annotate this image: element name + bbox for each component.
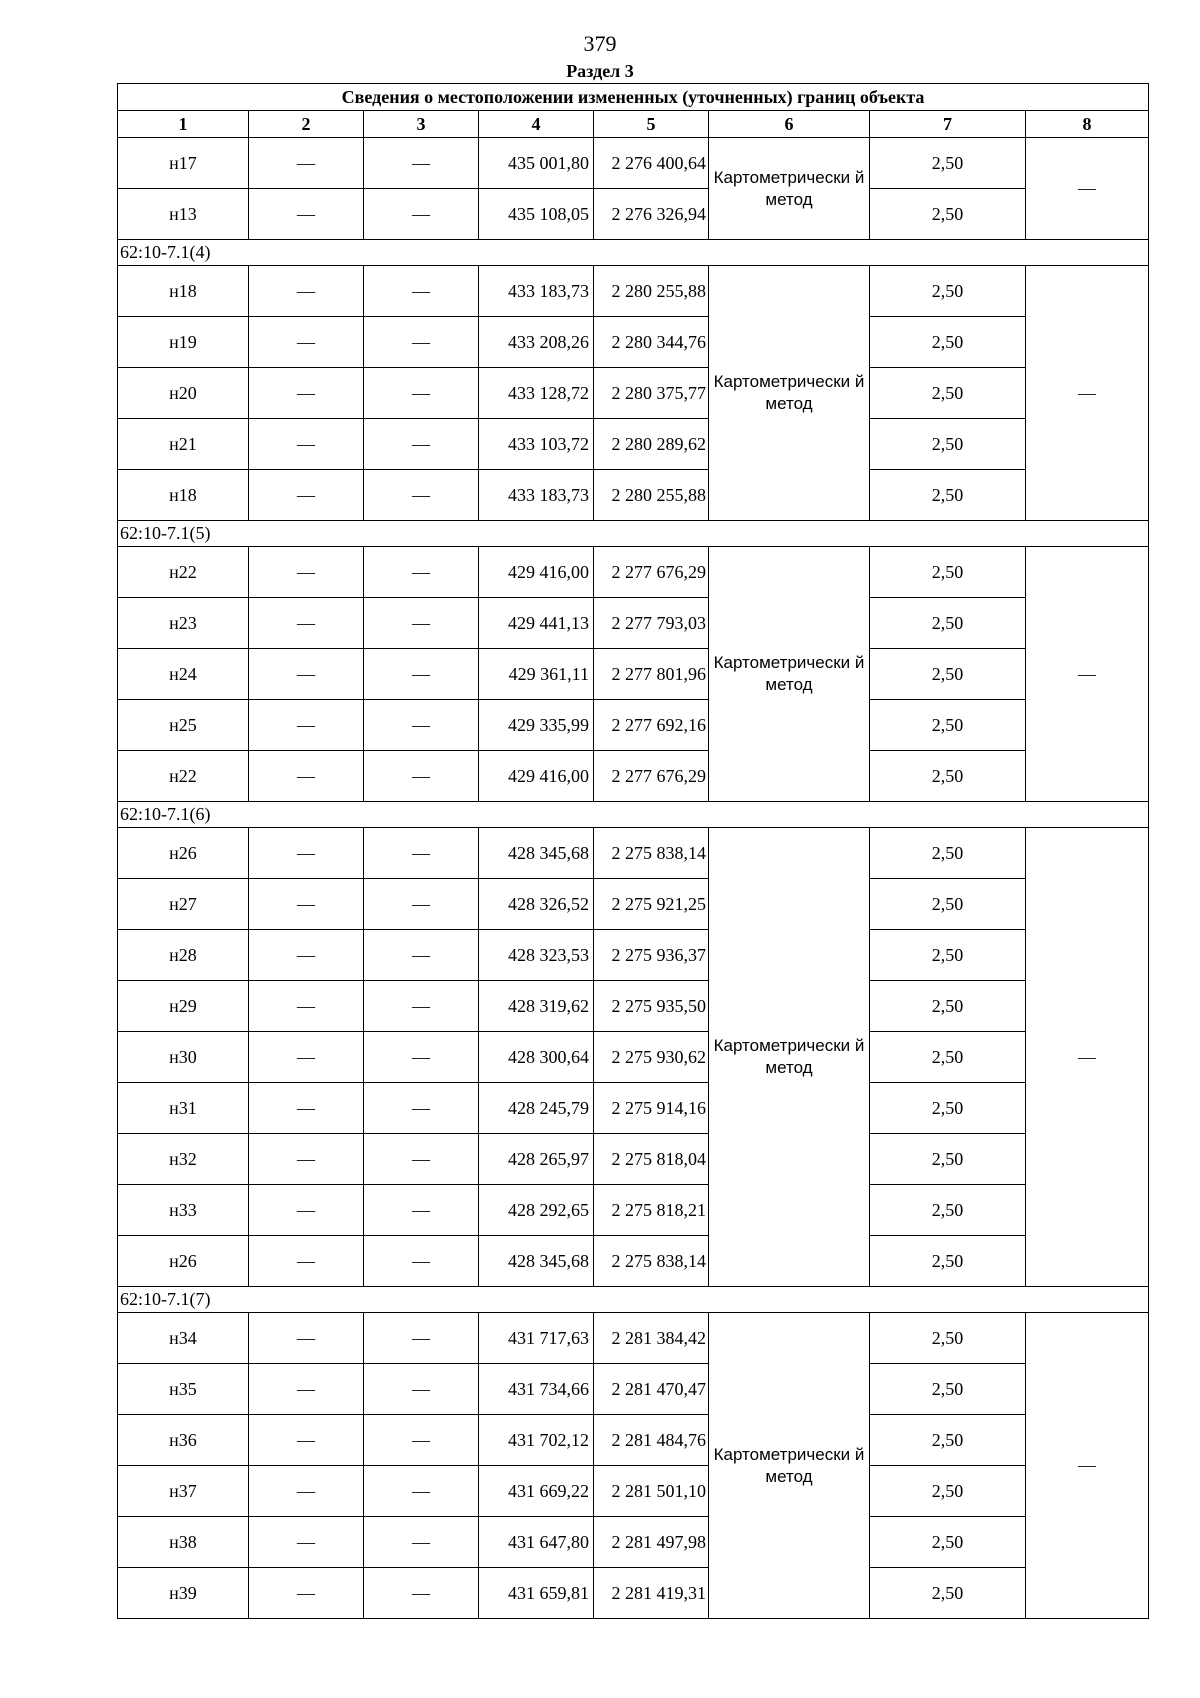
y-coordinate-cell: 2 277 793,03 [594,598,709,649]
table-row [118,828,1149,879]
x-coordinate-cell: 428 326,52 [479,879,594,930]
table-row [118,1364,1149,1415]
y-coordinate-cell: 2 280 255,88 [594,266,709,317]
accuracy-cell: 2,50 [870,1415,1026,1466]
x-coordinate-cell: 433 103,72 [479,419,594,470]
accuracy-cell: 2,50 [870,1083,1026,1134]
column-2-cell: — [249,419,364,470]
point-name-cell: н22 [118,751,249,802]
section-title: Раздел 3 [566,61,634,81]
table-row [118,1517,1149,1568]
point-name-cell: н20 [118,368,249,419]
column-3-cell: — [364,649,479,700]
y-coordinate-cell: 2 281 497,98 [594,1517,709,1568]
method-cell: Картометрически й метод [709,266,870,521]
point-name-cell: н18 [118,266,249,317]
column-2-cell: — [249,930,364,981]
accuracy-cell: 2,50 [870,138,1026,189]
table-row [118,266,1149,317]
column-2-cell: — [249,828,364,879]
accuracy-cell: 2,50 [870,828,1026,879]
accuracy-cell: 2,50 [870,1466,1026,1517]
point-name-cell: н39 [118,1568,249,1619]
table-row [118,1032,1149,1083]
group-label: 62:10-7.1(6) [118,802,1149,828]
point-name-cell: н32 [118,1134,249,1185]
column-2-cell: — [249,879,364,930]
column-2-cell: — [249,649,364,700]
column-header: 5 [594,111,709,138]
column-header: 7 [870,111,1026,138]
y-coordinate-cell: 2 276 400,64 [594,138,709,189]
column-3-cell: — [364,189,479,240]
column-3-cell: — [364,751,479,802]
group-label: 62:10-7.1(5) [118,521,1149,547]
accuracy-cell: 2,50 [870,981,1026,1032]
method-cell: Картометрически й метод [709,828,870,1287]
x-coordinate-cell: 431 647,80 [479,1517,594,1568]
table-row [118,598,1149,649]
column-8-cell: — [1026,547,1149,802]
column-header: 2 [249,111,364,138]
x-coordinate-cell: 428 292,65 [479,1185,594,1236]
column-3-cell: — [364,1032,479,1083]
point-name-cell: н33 [118,1185,249,1236]
column-3-cell: — [364,368,479,419]
column-3-cell: — [364,317,479,368]
column-2-cell: — [249,751,364,802]
point-name-cell: н17 [118,138,249,189]
column-3-cell: — [364,598,479,649]
x-coordinate-cell: 429 441,13 [479,598,594,649]
column-8-cell: — [1026,1313,1149,1619]
y-coordinate-cell: 2 280 375,77 [594,368,709,419]
accuracy-cell: 2,50 [870,649,1026,700]
column-header: 1 [118,111,249,138]
point-name-cell: н30 [118,1032,249,1083]
point-name-cell: н27 [118,879,249,930]
table-row [118,368,1149,419]
column-3-cell: — [364,1083,479,1134]
page-number: 379 [583,31,617,56]
y-coordinate-cell: 2 275 838,14 [594,828,709,879]
table-row [118,1466,1149,1517]
y-coordinate-cell: 2 280 344,76 [594,317,709,368]
table-row [118,649,1149,700]
column-3-cell: — [364,266,479,317]
column-2-cell: — [249,266,364,317]
column-3-cell: — [364,1185,479,1236]
point-name-cell: н36 [118,1415,249,1466]
group-header-row [118,802,1149,828]
column-3-cell: — [364,879,479,930]
x-coordinate-cell: 435 001,80 [479,138,594,189]
x-coordinate-cell: 428 319,62 [479,981,594,1032]
group-header-row [118,240,1149,266]
x-coordinate-cell: 429 416,00 [479,751,594,802]
point-name-cell: н19 [118,317,249,368]
column-header: 8 [1026,111,1149,138]
accuracy-cell: 2,50 [870,1032,1026,1083]
column-2-cell: — [249,1568,364,1619]
y-coordinate-cell: 2 281 501,10 [594,1466,709,1517]
point-name-cell: н26 [118,828,249,879]
y-coordinate-cell: 2 275 936,37 [594,930,709,981]
accuracy-cell: 2,50 [870,547,1026,598]
x-coordinate-cell: 431 734,66 [479,1364,594,1415]
accuracy-cell: 2,50 [870,1134,1026,1185]
x-coordinate-cell: 428 245,79 [479,1083,594,1134]
point-name-cell: н34 [118,1313,249,1364]
point-name-cell: н38 [118,1517,249,1568]
accuracy-cell: 2,50 [870,368,1026,419]
table-row [118,189,1149,240]
accuracy-cell: 2,50 [870,1313,1026,1364]
accuracy-cell: 2,50 [870,1185,1026,1236]
table-row [118,1083,1149,1134]
y-coordinate-cell: 2 276 326,94 [594,189,709,240]
column-2-cell: — [249,1236,364,1287]
x-coordinate-cell: 428 345,68 [479,828,594,879]
table-row [118,1313,1149,1364]
x-coordinate-cell: 435 108,05 [479,189,594,240]
group-header-row [118,1287,1149,1313]
method-cell: Картометрически й метод [709,138,870,240]
column-header: 3 [364,111,479,138]
y-coordinate-cell: 2 277 676,29 [594,547,709,598]
y-coordinate-cell: 2 275 914,16 [594,1083,709,1134]
column-2-cell: — [249,547,364,598]
table-row [118,700,1149,751]
accuracy-cell: 2,50 [870,470,1026,521]
x-coordinate-cell: 429 416,00 [479,547,594,598]
table-row [118,751,1149,802]
column-3-cell: — [364,1134,479,1185]
method-cell: Картометрически й метод [709,1313,870,1619]
column-3-cell: — [364,1313,479,1364]
y-coordinate-cell: 2 281 484,76 [594,1415,709,1466]
y-coordinate-cell: 2 280 255,88 [594,470,709,521]
y-coordinate-cell: 2 281 419,31 [594,1568,709,1619]
column-2-cell: — [249,1364,364,1415]
point-name-cell: н26 [118,1236,249,1287]
y-coordinate-cell: 2 275 818,21 [594,1185,709,1236]
point-name-cell: н29 [118,981,249,1032]
x-coordinate-cell: 433 183,73 [479,470,594,521]
method-cell: Картометрически й метод [709,547,870,802]
group-header-row [118,521,1149,547]
column-3-cell: — [364,981,479,1032]
point-name-cell: н35 [118,1364,249,1415]
table-row [118,1185,1149,1236]
accuracy-cell: 2,50 [870,1517,1026,1568]
table-row [118,470,1149,521]
table-title: Сведения о местоположении измененных (уточненных) границ объекта [118,84,1149,111]
table-row [118,1568,1149,1619]
accuracy-cell: 2,50 [870,751,1026,802]
x-coordinate-cell: 433 208,26 [479,317,594,368]
table-title-row [118,84,1149,111]
point-name-cell: н31 [118,1083,249,1134]
x-coordinate-cell: 428 323,53 [479,930,594,981]
table-row [118,879,1149,930]
table-row [118,930,1149,981]
table-row [118,1236,1149,1287]
point-name-cell: н23 [118,598,249,649]
column-2-cell: — [249,981,364,1032]
column-8-cell: — [1026,266,1149,521]
column-3-cell: — [364,1466,479,1517]
accuracy-cell: 2,50 [870,879,1026,930]
x-coordinate-cell: 429 361,11 [479,649,594,700]
column-2-cell: — [249,1083,364,1134]
y-coordinate-cell: 2 277 692,16 [594,700,709,751]
column-header: 4 [479,111,594,138]
point-name-cell: н37 [118,1466,249,1517]
column-2-cell: — [249,1185,364,1236]
column-3-cell: — [364,828,479,879]
group-label: 62:10-7.1(7) [118,1287,1149,1313]
column-2-cell: — [249,598,364,649]
point-name-cell: н21 [118,419,249,470]
x-coordinate-cell: 431 659,81 [479,1568,594,1619]
column-2-cell: — [249,1032,364,1083]
column-2-cell: — [249,189,364,240]
y-coordinate-cell: 2 280 289,62 [594,419,709,470]
x-coordinate-cell: 428 345,68 [479,1236,594,1287]
table-row [118,547,1149,598]
column-3-cell: — [364,419,479,470]
group-label: 62:10-7.1(4) [118,240,1149,266]
y-coordinate-cell: 2 275 930,62 [594,1032,709,1083]
column-3-cell: — [364,1568,479,1619]
column-8-cell: — [1026,828,1149,1287]
column-3-cell: — [364,470,479,521]
accuracy-cell: 2,50 [870,419,1026,470]
column-2-cell: — [249,1517,364,1568]
table-row [118,419,1149,470]
x-coordinate-cell: 433 183,73 [479,266,594,317]
x-coordinate-cell: 431 669,22 [479,1466,594,1517]
accuracy-cell: 2,50 [870,1568,1026,1619]
y-coordinate-cell: 2 275 935,50 [594,981,709,1032]
column-3-cell: — [364,547,479,598]
column-2-cell: — [249,1313,364,1364]
column-2-cell: — [249,138,364,189]
y-coordinate-cell: 2 281 384,42 [594,1313,709,1364]
y-coordinate-cell: 2 275 921,25 [594,879,709,930]
column-header-row [118,111,1149,138]
column-2-cell: — [249,1134,364,1185]
x-coordinate-cell: 428 300,64 [479,1032,594,1083]
point-name-cell: н22 [118,547,249,598]
accuracy-cell: 2,50 [870,598,1026,649]
accuracy-cell: 2,50 [870,266,1026,317]
point-name-cell: н18 [118,470,249,521]
table-row [118,981,1149,1032]
y-coordinate-cell: 2 277 801,96 [594,649,709,700]
x-coordinate-cell: 431 717,63 [479,1313,594,1364]
column-2-cell: — [249,470,364,521]
column-2-cell: — [249,317,364,368]
column-8-cell: — [1026,138,1149,240]
column-3-cell: — [364,700,479,751]
point-name-cell: н24 [118,649,249,700]
accuracy-cell: 2,50 [870,1236,1026,1287]
accuracy-cell: 2,50 [870,930,1026,981]
x-coordinate-cell: 433 128,72 [479,368,594,419]
point-name-cell: н25 [118,700,249,751]
column-3-cell: — [364,1236,479,1287]
column-3-cell: — [364,138,479,189]
y-coordinate-cell: 2 275 818,04 [594,1134,709,1185]
table-row [118,1134,1149,1185]
x-coordinate-cell: 429 335,99 [479,700,594,751]
column-3-cell: — [364,930,479,981]
y-coordinate-cell: 2 277 676,29 [594,751,709,802]
table-row [118,1415,1149,1466]
y-coordinate-cell: 2 275 838,14 [594,1236,709,1287]
y-coordinate-cell: 2 281 470,47 [594,1364,709,1415]
column-2-cell: — [249,700,364,751]
accuracy-cell: 2,50 [870,317,1026,368]
column-3-cell: — [364,1415,479,1466]
table-row [118,317,1149,368]
point-name-cell: н28 [118,930,249,981]
x-coordinate-cell: 428 265,97 [479,1134,594,1185]
column-2-cell: — [249,1466,364,1517]
x-coordinate-cell: 431 702,12 [479,1415,594,1466]
column-2-cell: — [249,368,364,419]
column-3-cell: — [364,1364,479,1415]
accuracy-cell: 2,50 [870,700,1026,751]
column-3-cell: — [364,1517,479,1568]
coordinates-table [117,83,1149,1619]
column-2-cell: — [249,1415,364,1466]
table-row [118,138,1149,189]
column-header: 6 [709,111,870,138]
accuracy-cell: 2,50 [870,1364,1026,1415]
table-body [118,84,1149,1619]
accuracy-cell: 2,50 [870,189,1026,240]
point-name-cell: н13 [118,189,249,240]
